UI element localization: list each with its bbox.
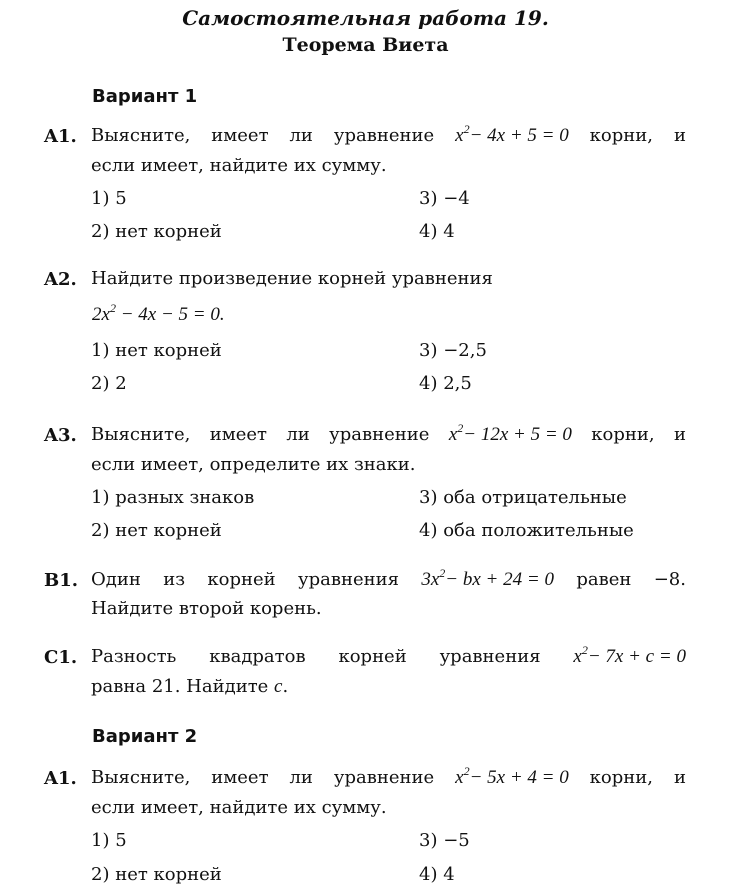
question-text-line: Разность квадратов корней уравнения $x^2- 7x + c = 0$ xyxy=(91,643,686,667)
equation: $x^2- 12x + 5 = 0$ xyxy=(448,421,572,445)
question-number: A1. xyxy=(44,768,77,789)
answer-option: 1) 5 xyxy=(91,188,127,209)
answer-option: 3) −4 xyxy=(419,188,470,209)
question-text-line: Выясните, имеет ли уравнение $x^2- 5x + 4 = 0$ корни, и xyxy=(91,764,686,788)
answer-option: 2) нет корней xyxy=(91,221,222,242)
equation: $x^2- 7x + c = 0$ xyxy=(573,643,686,667)
answer-option: 2) 2 xyxy=(91,373,127,394)
answer-option: 3) −5 xyxy=(419,830,470,851)
answer-option: 4) 2,5 xyxy=(419,373,472,394)
question-text-line: Выясните, имеет ли уравнение $x^2- 4x + 5 = 0$ корни, и xyxy=(91,122,686,146)
answer-option: 1) разных знаков xyxy=(91,487,255,508)
question-text-line: Найдите произведение корней уравнения xyxy=(91,268,493,289)
question-number: A2. xyxy=(44,269,77,290)
equation: $x^2- 4x + 5 = 0$ xyxy=(455,122,569,146)
variant-2-heading: Вариант 2 xyxy=(92,726,198,747)
question-number: B1. xyxy=(44,570,79,591)
worksheet-title: Самостоятельная работа 19. xyxy=(182,6,549,30)
answer-option: 4) 4 xyxy=(419,864,455,885)
answer-option: 1) нет корней xyxy=(91,340,222,361)
question-text-line: Один из корней уравнения $3x^2-$ bx + 24 = 0 равен −8. xyxy=(91,566,686,590)
question-text-line: если имеет, найдите их сумму. xyxy=(91,797,387,818)
answer-option: 2) нет корней xyxy=(91,520,222,541)
answer-option: 3) оба отрицательные xyxy=(419,487,627,508)
question-text-line: Найдите второй корень. xyxy=(91,598,322,619)
equation: $2x^2 - 4x - 5 = 0$. xyxy=(92,301,225,325)
question-number: A1. xyxy=(44,126,77,147)
question-text-line: Выясните, имеет ли уравнение $x^2- 12x + 5 = 0$ корни, и xyxy=(91,421,686,445)
answer-option: 4) 4 xyxy=(419,221,455,242)
question-text-line: если имеет, определите их знаки. xyxy=(91,454,416,475)
question-text-line: равна 21. Найдите c. xyxy=(91,676,289,697)
question-number: C1. xyxy=(44,647,78,668)
answer-option: 1) 5 xyxy=(91,830,127,851)
answer-option: 2) нет корней xyxy=(91,864,222,885)
equation: $x^2- 5x + 4 = 0$ xyxy=(455,764,569,788)
equation: $3x^2-$ bx + 24 = 0 xyxy=(421,566,554,590)
worksheet-subtitle: Теорема Виета xyxy=(282,34,449,56)
answer-option: 3) −2,5 xyxy=(419,340,487,361)
question-number: A3. xyxy=(44,425,77,446)
question-text-line: если имеет, найдите их сумму. xyxy=(91,155,387,176)
answer-option: 4) оба положительные xyxy=(419,520,634,541)
variant-1-heading: Вариант 1 xyxy=(92,86,198,107)
